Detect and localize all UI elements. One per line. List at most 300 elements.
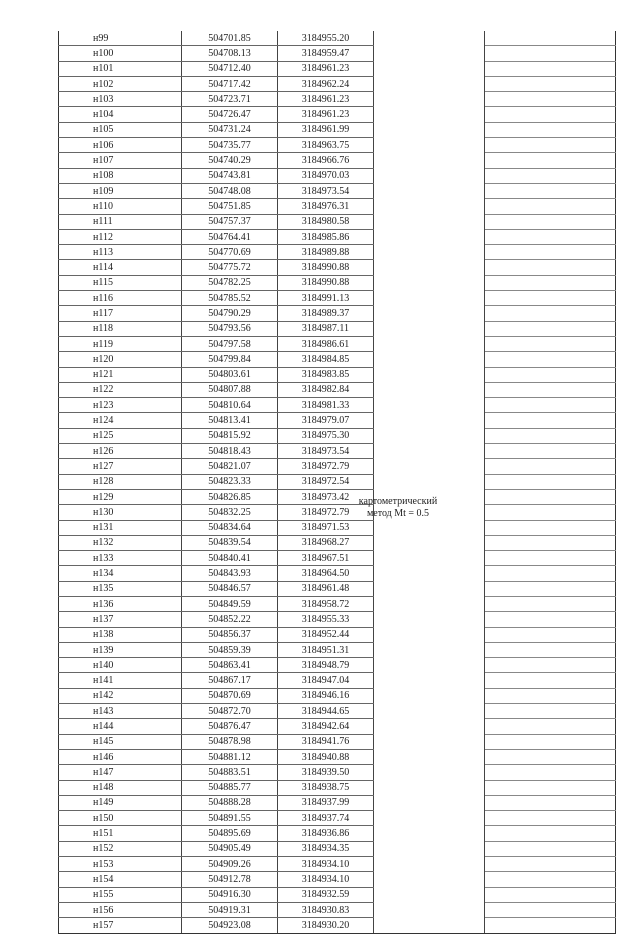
method-cell [374,459,485,474]
method-cell [374,811,485,826]
y-coordinate-cell: 3184948.79 [278,658,374,673]
blank-cell [485,459,616,474]
table-row [59,780,616,795]
point-name-cell: н116 [59,291,182,306]
x-coordinate-cell: 504856.37 [182,627,278,642]
blank-cell [485,627,616,642]
blank-cell [485,138,616,153]
method-cell [374,122,485,137]
blank-cell [485,749,616,764]
x-coordinate-cell: 504782.25 [182,275,278,290]
blank-cell [485,229,616,244]
method-cell [374,474,485,489]
point-name-cell: н143 [59,704,182,719]
method-cell [374,321,485,336]
blank-cell [485,291,616,306]
blank-cell [485,474,616,489]
y-coordinate-cell: 3184989.37 [278,306,374,321]
blank-cell [485,826,616,841]
blank-cell [485,704,616,719]
table-row [59,199,616,214]
table-row [59,183,616,198]
table-row [59,61,616,76]
method-cell [374,382,485,397]
method-cell [374,780,485,795]
y-coordinate-cell: 3184940.88 [278,749,374,764]
point-name-cell: н153 [59,857,182,872]
method-note-line-1: картометрический [358,496,438,507]
x-coordinate-cell: 504797.58 [182,336,278,351]
x-coordinate-cell: 504849.59 [182,596,278,611]
point-name-cell: н123 [59,398,182,413]
x-coordinate-cell: 504839.54 [182,535,278,550]
table-row [59,413,616,428]
x-coordinate-cell: 504872.70 [182,704,278,719]
blank-cell [485,811,616,826]
method-cell [374,841,485,856]
x-coordinate-cell: 504775.72 [182,260,278,275]
x-coordinate-cell: 504723.71 [182,92,278,107]
y-coordinate-cell: 3184980.58 [278,214,374,229]
table-row [59,76,616,91]
method-cell [374,352,485,367]
y-coordinate-cell: 3184989.88 [278,245,374,260]
y-coordinate-cell: 3184987.11 [278,321,374,336]
blank-cell [485,122,616,137]
y-coordinate-cell: 3184973.54 [278,444,374,459]
point-name-cell: н134 [59,566,182,581]
y-coordinate-cell: 3184986.61 [278,336,374,351]
table-row [59,291,616,306]
point-name-cell: н101 [59,61,182,76]
method-cell [374,612,485,627]
blank-cell [485,336,616,351]
x-coordinate-cell: 504735.77 [182,138,278,153]
x-coordinate-cell: 504799.84 [182,352,278,367]
method-cell [374,168,485,183]
point-name-cell: н147 [59,765,182,780]
point-name-cell: н103 [59,92,182,107]
table-row [59,596,616,611]
point-name-cell: н139 [59,642,182,657]
y-coordinate-cell: 3184961.99 [278,122,374,137]
y-coordinate-cell: 3184972.54 [278,474,374,489]
x-coordinate-cell: 504757.37 [182,214,278,229]
y-coordinate-cell: 3184982.84 [278,382,374,397]
point-name-cell: н129 [59,489,182,504]
blank-cell [485,352,616,367]
x-coordinate-cell: 504764.41 [182,229,278,244]
table-row [59,382,616,397]
x-coordinate-cell: 504770.69 [182,245,278,260]
point-name-cell: н148 [59,780,182,795]
y-coordinate-cell: 3184963.75 [278,138,374,153]
table-row [59,122,616,137]
y-coordinate-cell: 3184961.23 [278,107,374,122]
coordinates-table-container [58,31,578,931]
y-coordinate-cell: 3184968.27 [278,535,374,550]
table-row [59,749,616,764]
point-name-cell: н119 [59,336,182,351]
table-row [59,612,616,627]
x-coordinate-cell: 504888.28 [182,795,278,810]
x-coordinate-cell: 504895.69 [182,826,278,841]
table-row [59,627,616,642]
point-name-cell: н132 [59,535,182,550]
method-cell [374,734,485,749]
blank-cell [485,444,616,459]
blank-cell [485,275,616,290]
blank-cell [485,520,616,535]
x-coordinate-cell: 504708.13 [182,46,278,61]
y-coordinate-cell: 3184991.13 [278,291,374,306]
table-row [59,352,616,367]
x-coordinate-cell: 504881.12 [182,749,278,764]
table-row [59,520,616,535]
table-row [59,887,616,902]
x-coordinate-cell: 504717.42 [182,76,278,91]
blank-cell [485,168,616,183]
table-row [59,857,616,872]
point-name-cell: н114 [59,260,182,275]
blank-cell [485,76,616,91]
y-coordinate-cell: 3184976.31 [278,199,374,214]
x-coordinate-cell: 504840.41 [182,551,278,566]
y-coordinate-cell: 3184984.85 [278,352,374,367]
x-coordinate-cell: 504807.88 [182,382,278,397]
y-coordinate-cell: 3184990.88 [278,275,374,290]
point-name-cell: н150 [59,811,182,826]
y-coordinate-cell: 3184990.88 [278,260,374,275]
x-coordinate-cell: 504823.33 [182,474,278,489]
blank-cell [485,734,616,749]
y-coordinate-cell: 3184970.03 [278,168,374,183]
method-cell [374,183,485,198]
x-coordinate-cell: 504743.81 [182,168,278,183]
method-cell [374,704,485,719]
table-row [59,214,616,229]
y-coordinate-cell: 3184975.30 [278,428,374,443]
point-name-cell: н121 [59,367,182,382]
method-cell [374,336,485,351]
x-coordinate-cell: 504731.24 [182,122,278,137]
method-cell [374,107,485,122]
method-cell [374,658,485,673]
table-row [59,444,616,459]
point-name-cell: н113 [59,245,182,260]
table-row [59,795,616,810]
blank-cell [485,566,616,581]
x-coordinate-cell: 504843.93 [182,566,278,581]
x-coordinate-cell: 504726.47 [182,107,278,122]
point-name-cell: н106 [59,138,182,153]
blank-cell [485,642,616,657]
method-cell [374,566,485,581]
x-coordinate-cell: 504878.98 [182,734,278,749]
method-cell [374,291,485,306]
blank-cell [485,658,616,673]
x-coordinate-cell: 504909.26 [182,857,278,872]
method-cell [374,719,485,734]
y-coordinate-cell: 3184985.86 [278,229,374,244]
table-row [59,92,616,107]
method-cell [374,31,485,46]
x-coordinate-cell: 504751.85 [182,199,278,214]
blank-cell [485,413,616,428]
point-name-cell: н117 [59,306,182,321]
blank-cell [485,382,616,397]
x-coordinate-cell: 504815.92 [182,428,278,443]
y-coordinate-cell: 3184939.50 [278,765,374,780]
y-coordinate-cell: 3184932.59 [278,887,374,902]
blank-cell [485,367,616,382]
table-row [59,505,616,520]
blank-cell [485,857,616,872]
method-cell [374,887,485,902]
y-coordinate-cell: 3184961.48 [278,581,374,596]
x-coordinate-cell: 504818.43 [182,444,278,459]
y-coordinate-cell: 3184934.35 [278,841,374,856]
y-coordinate-cell: 3184972.79 [278,505,374,520]
point-name-cell: н155 [59,887,182,902]
table-row [59,306,616,321]
y-coordinate-cell: 3184930.83 [278,902,374,917]
blank-cell [485,596,616,611]
method-cell [374,245,485,260]
table-row [59,642,616,657]
table-row [59,245,616,260]
point-name-cell: н110 [59,199,182,214]
y-coordinate-cell: 3184941.76 [278,734,374,749]
method-cell [374,214,485,229]
method-cell [374,872,485,887]
method-cell [374,857,485,872]
x-coordinate-cell: 504846.57 [182,581,278,596]
table-row [59,459,616,474]
y-coordinate-cell: 3184958.72 [278,596,374,611]
blank-cell [485,872,616,887]
method-cell [374,61,485,76]
y-coordinate-cell: 3184951.31 [278,642,374,657]
table-row [59,658,616,673]
x-coordinate-cell: 504785.52 [182,291,278,306]
x-coordinate-cell: 504852.22 [182,612,278,627]
point-name-cell: н118 [59,321,182,336]
x-coordinate-cell: 504859.39 [182,642,278,657]
y-coordinate-cell: 3184936.86 [278,826,374,841]
x-coordinate-cell: 504790.29 [182,306,278,321]
point-name-cell: н102 [59,76,182,91]
point-name-cell: н99 [59,31,182,46]
point-name-cell: н120 [59,352,182,367]
method-cell [374,795,485,810]
point-name-cell: н112 [59,229,182,244]
y-coordinate-cell: 3184972.79 [278,459,374,474]
point-name-cell: н149 [59,795,182,810]
table-row [59,826,616,841]
method-cell [374,642,485,657]
blank-cell [485,199,616,214]
y-coordinate-cell: 3184944.65 [278,704,374,719]
method-cell [374,413,485,428]
table-body [59,31,616,933]
y-coordinate-cell: 3184937.74 [278,811,374,826]
point-name-cell: н105 [59,122,182,137]
blank-cell [485,505,616,520]
blank-cell [485,581,616,596]
table-row [59,765,616,780]
x-coordinate-cell: 504810.64 [182,398,278,413]
point-name-cell: н108 [59,168,182,183]
blank-cell [485,719,616,734]
method-cell [374,275,485,290]
x-coordinate-cell: 504813.41 [182,413,278,428]
y-coordinate-cell: 3184942.64 [278,719,374,734]
x-coordinate-cell: 504793.56 [182,321,278,336]
point-name-cell: н107 [59,153,182,168]
table-row [59,398,616,413]
x-coordinate-cell: 504803.61 [182,367,278,382]
point-name-cell: н125 [59,428,182,443]
point-name-cell: н146 [59,749,182,764]
blank-cell [485,245,616,260]
blank-cell [485,551,616,566]
x-coordinate-cell: 504919.31 [182,902,278,917]
method-cell [374,306,485,321]
point-name-cell: н152 [59,841,182,856]
table-row [59,811,616,826]
point-name-cell: н137 [59,612,182,627]
point-name-cell: н144 [59,719,182,734]
table-row [59,704,616,719]
table-row [59,551,616,566]
point-name-cell: н127 [59,459,182,474]
x-coordinate-cell: 504916.30 [182,887,278,902]
point-name-cell: н157 [59,918,182,933]
blank-cell [485,92,616,107]
y-coordinate-cell: 3184955.20 [278,31,374,46]
table-row [59,918,616,933]
y-coordinate-cell: 3184973.54 [278,183,374,198]
x-coordinate-cell: 504740.29 [182,153,278,168]
point-name-cell: н135 [59,581,182,596]
blank-cell [485,398,616,413]
blank-cell [485,612,616,627]
x-coordinate-cell: 504748.08 [182,183,278,198]
y-coordinate-cell: 3184964.50 [278,566,374,581]
method-cell [374,627,485,642]
method-cell [374,826,485,841]
method-cell [374,688,485,703]
method-cell [374,551,485,566]
y-coordinate-cell: 3184973.42 [278,489,374,504]
method-cell [374,765,485,780]
table-row [59,489,616,504]
table-row [59,260,616,275]
method-cell [374,535,485,550]
y-coordinate-cell: 3184952.44 [278,627,374,642]
blank-cell [485,260,616,275]
point-name-cell: н126 [59,444,182,459]
method-cell [374,260,485,275]
blank-cell [485,673,616,688]
point-name-cell: н115 [59,275,182,290]
blank-cell [485,795,616,810]
table-row [59,229,616,244]
point-name-cell: н151 [59,826,182,841]
y-coordinate-cell: 3184961.23 [278,92,374,107]
point-name-cell: н145 [59,734,182,749]
blank-cell [485,153,616,168]
table-row [59,872,616,887]
point-name-cell: н156 [59,902,182,917]
table-row [59,168,616,183]
x-coordinate-cell: 504883.51 [182,765,278,780]
table-row [59,535,616,550]
method-cell [374,46,485,61]
x-coordinate-cell: 504870.69 [182,688,278,703]
blank-cell [485,841,616,856]
point-name-cell: н131 [59,520,182,535]
x-coordinate-cell: 504834.64 [182,520,278,535]
table-row [59,566,616,581]
x-coordinate-cell: 504832.25 [182,505,278,520]
y-coordinate-cell: 3184981.33 [278,398,374,413]
y-coordinate-cell: 3184966.76 [278,153,374,168]
blank-cell [485,31,616,46]
x-coordinate-cell: 504891.55 [182,811,278,826]
y-coordinate-cell: 3184961.23 [278,61,374,76]
table-row [59,428,616,443]
x-coordinate-cell: 504826.85 [182,489,278,504]
blank-cell [485,535,616,550]
point-name-cell: н100 [59,46,182,61]
blank-cell [485,61,616,76]
y-coordinate-cell: 3184947.04 [278,673,374,688]
coordinates-table [58,31,616,934]
x-coordinate-cell: 504923.08 [182,918,278,933]
table-row [59,734,616,749]
blank-cell [485,321,616,336]
table-row [59,321,616,336]
y-coordinate-cell: 3184934.10 [278,872,374,887]
y-coordinate-cell: 3184934.10 [278,857,374,872]
blank-cell [485,688,616,703]
method-cell [374,92,485,107]
point-name-cell: н154 [59,872,182,887]
table-row [59,581,616,596]
y-coordinate-cell: 3184930.20 [278,918,374,933]
x-coordinate-cell: 504905.49 [182,841,278,856]
blank-cell [485,107,616,122]
point-name-cell: н140 [59,658,182,673]
y-coordinate-cell: 3184959.47 [278,46,374,61]
point-name-cell: н133 [59,551,182,566]
point-name-cell: н104 [59,107,182,122]
table-row [59,46,616,61]
method-cell [374,581,485,596]
x-coordinate-cell: 504701.85 [182,31,278,46]
y-coordinate-cell: 3184955.33 [278,612,374,627]
method-cell [374,428,485,443]
y-coordinate-cell: 3184937.99 [278,795,374,810]
y-coordinate-cell: 3184971.53 [278,520,374,535]
y-coordinate-cell: 3184983.85 [278,367,374,382]
blank-cell [485,765,616,780]
method-cell [374,138,485,153]
method-cell [374,76,485,91]
x-coordinate-cell: 504863.41 [182,658,278,673]
